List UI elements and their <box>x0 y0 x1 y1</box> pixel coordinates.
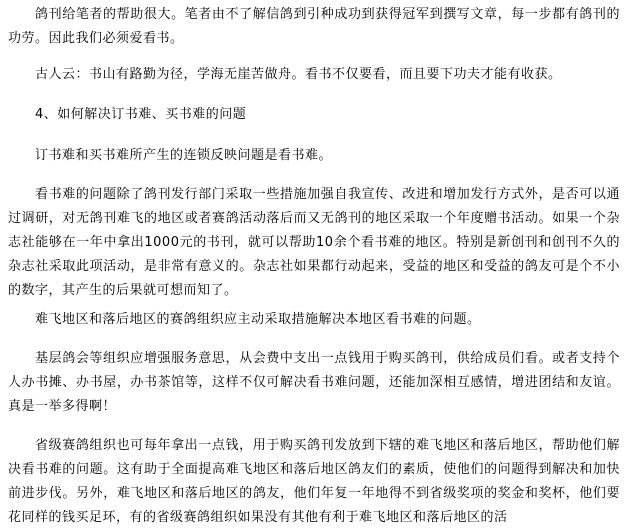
paragraph-grassroots-clubs: 基层鸽会等组织应增强服务意思，从会费中支出一点钱用于购买鸽刊，供给成员们看。或者支持个人办书摊、办书屋，办书茶馆等，这样不仅可解决看书难问题，还能加深相互感情，增进团结和友谊。真是一举多得啊！ <box>8 351 620 414</box>
paragraph-pigeon-journal-help: 鸽刊给笔者的帮助很大。笔者由不了解信鸽到引种成功到获得冠军到撰写文章，每一步都有鸽刊的功劳。因此我们必须爱看书。 <box>8 7 620 46</box>
paragraph-chain-reaction: 订书难和买书难所产生的连锁反映问题是看书难。 <box>35 148 333 163</box>
paragraph-gift-books-proposal: 看书难的问题除了鸽刊发行部门采取一些措施加强自我宣传、改进和增加发行方式外，是否可以通过调研，对无鸽刊难飞的地区或者赛鸽活动落后而又无鸽刊的地区采取一个年度赠书活动。如果一个杂志社能够在一年中拿出1000元的书刊，就可以帮助10余个看书难的地区。特别是新创刊和创刊不久的杂志社采取此项活动，是非常有意义的。杂志社如果都行动起来，受益的地区和受益的鸽友可是个不小的数字，其产生的后果就可想而知了。 <box>8 187 620 298</box>
paragraph-ancient-saying: 古人云：书山有路勤为径，学海无崖苦做舟。看书不仅要看，而且要下功夫才能有收获。 <box>35 67 562 82</box>
paragraph-local-organizations: 难飞地区和落后地区的赛鸽组织应主动采取措施解决本地区看书难的问题。 <box>35 312 481 327</box>
paragraph-provincial-organizations: 省级赛鸽组织也可每年拿出一点钱，用于购买鸽刊发放到下辖的难飞地区和落后地区，帮助他们解决看书难的问题。这有助于全面提高难飞地区和落后地区鸽友们的素质，使他们的问题得到解决和加快前进步伐。另外，难飞地区和落后地区的鸽友，他们年复一年地得不到省级奖项的奖金和奖杯，他们要花同样的钱买足环，有的省级赛鸽组织如果没有其他有利于难飞地区和落后地区的活 <box>8 438 620 525</box>
section-heading-subscription-problem: 4、如何解决订书难、买书难的问题 <box>35 107 247 122</box>
